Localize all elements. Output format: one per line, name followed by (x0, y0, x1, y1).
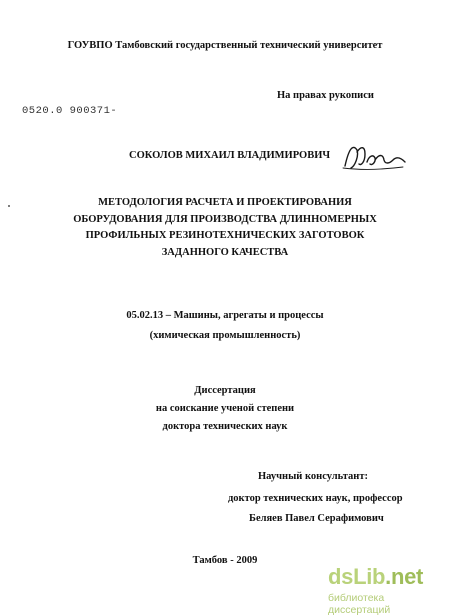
consultant-label: Научный консультант: (258, 471, 368, 482)
degree-purpose: на соискание ученой степени (155, 403, 295, 414)
title-line: ПРОФИЛЬНЫХ РЕЗИНОТЕХНИЧЕСКИХ ЗАГОТОВОК (85, 230, 365, 241)
degree-name: доктора технических наук (162, 421, 288, 432)
watermark-subtitle: библиотека диссертаций (328, 592, 391, 616)
dissertation-label: Диссертация (194, 385, 256, 396)
title-line: МЕТОДОЛОГИЯ РАСЧЕТА И ПРОЕКТИРОВАНИЯ (98, 197, 352, 208)
watermark-logo (328, 564, 423, 590)
watermark-logo-main: dsLib (328, 564, 386, 589)
handwritten-signature (339, 140, 409, 174)
consultant-degree: доктор технических наук, профессор (228, 493, 403, 504)
title-line: ОБОРУДОВАНИЯ ДЛЯ ПРОИЗВОДСТВА ДЛИННОМЕРНЫХ (73, 213, 377, 225)
dissertation-title (0, 195, 450, 261)
consultant-name: Беляев Павел Серафимович (249, 513, 384, 524)
rights-notice: На правах рукописи (277, 90, 374, 101)
registration-number: 0520.0 900371- (22, 105, 118, 117)
title-line: ЗАДАННОГО КАЧЕСТВА (161, 246, 289, 258)
specialty-code: 05.02.13 – Машины, агрегаты и процессы (126, 310, 324, 321)
city-year: Тамбов - 2009 (192, 555, 258, 566)
specialty-note: (химическая промышленность) (149, 330, 301, 341)
institution-name: ГОУВПО Тамбовский государственный технический университет (67, 40, 383, 51)
watermark-logo-tld: .net (385, 564, 424, 589)
author-name: СОКОЛОВ МИХАИЛ ВЛАДИМИРОВИЧ (129, 150, 331, 161)
watermark (328, 564, 446, 616)
